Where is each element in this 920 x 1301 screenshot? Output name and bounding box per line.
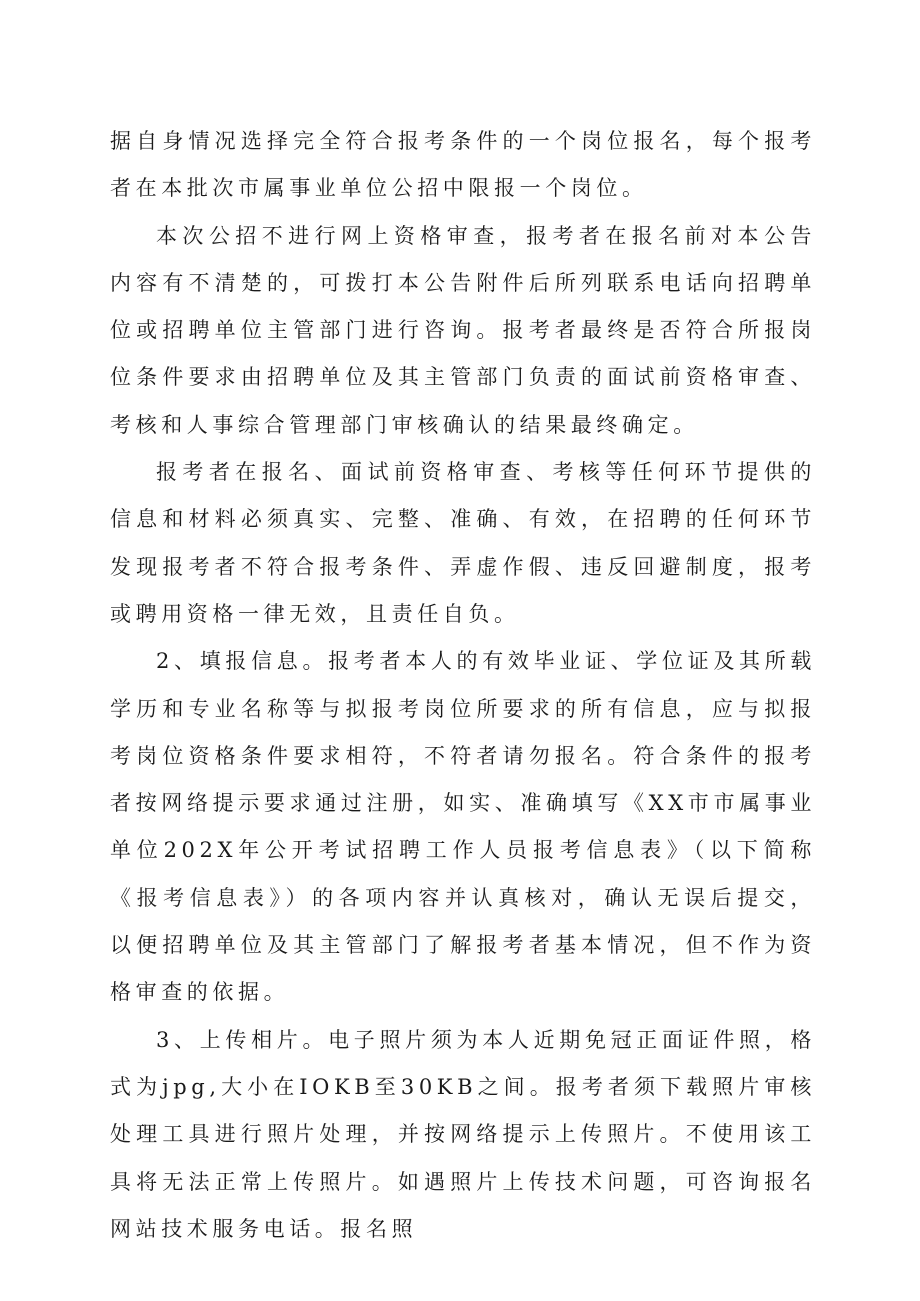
paragraph-upload-photo: 3、上传相片。电子照片须为本人近期免冠正面证件照，格式为jpg,大小在IOKB至30KB之间。报考者须下载照片审核处理工具进行照片处理，并按网络提示上传照片。不使用该工具将无法正常上传照片。如遇照片上传技术问题，可咨询报名网站技术服务电话。报名照 [110, 1027, 816, 1241]
paragraph-information-authenticity: 报考者在报名、面试前资格审查、考核等任何环节提供的信息和材料必须真实、完整、准确、有效，在招聘的任何环节发现报考者不符合报考条件、弄虚作假、违反回避制度，报考或聘用资格一律无效，且责任自负。 [110, 460, 816, 626]
paragraph-continuation: 据自身情况选择完全符合报考条件的一个岗位报名，每个报考者在本批次市属事业单位公招中限报一个岗位。 [110, 129, 816, 201]
paragraph-fill-information: 2、填报信息。报考者本人的有效毕业证、学位证及其所载学历和专业名称等与拟报考岗位所要求的所有信息，应与拟报考岗位资格条件要求相符，不符者请勿报名。符合条件的报考者按网络提示要求通过注册，如实、准确填写《XX市市属事业单位202X年公开考试招聘工作人员报考信息表》（以下简称《报考信息表》）的各项内容并认真核对，确认无误后提交，以便招聘单位及其主管部门了解报考者基本情况，但不作为资格审查的依据。 [110, 649, 816, 1005]
paragraph-qualification-review: 本次公招不进行网上资格审查，报考者在报名前对本公告内容有不清楚的，可拨打本公告附件后所列联系电话向招聘单位或招聘单位主管部门进行咨询。报考者最终是否符合所报岗位条件要求由招聘单位及其主管部门负责的面试前资格审查、考核和人事综合管理部门审核确认的结果最终确定。 [110, 223, 816, 437]
